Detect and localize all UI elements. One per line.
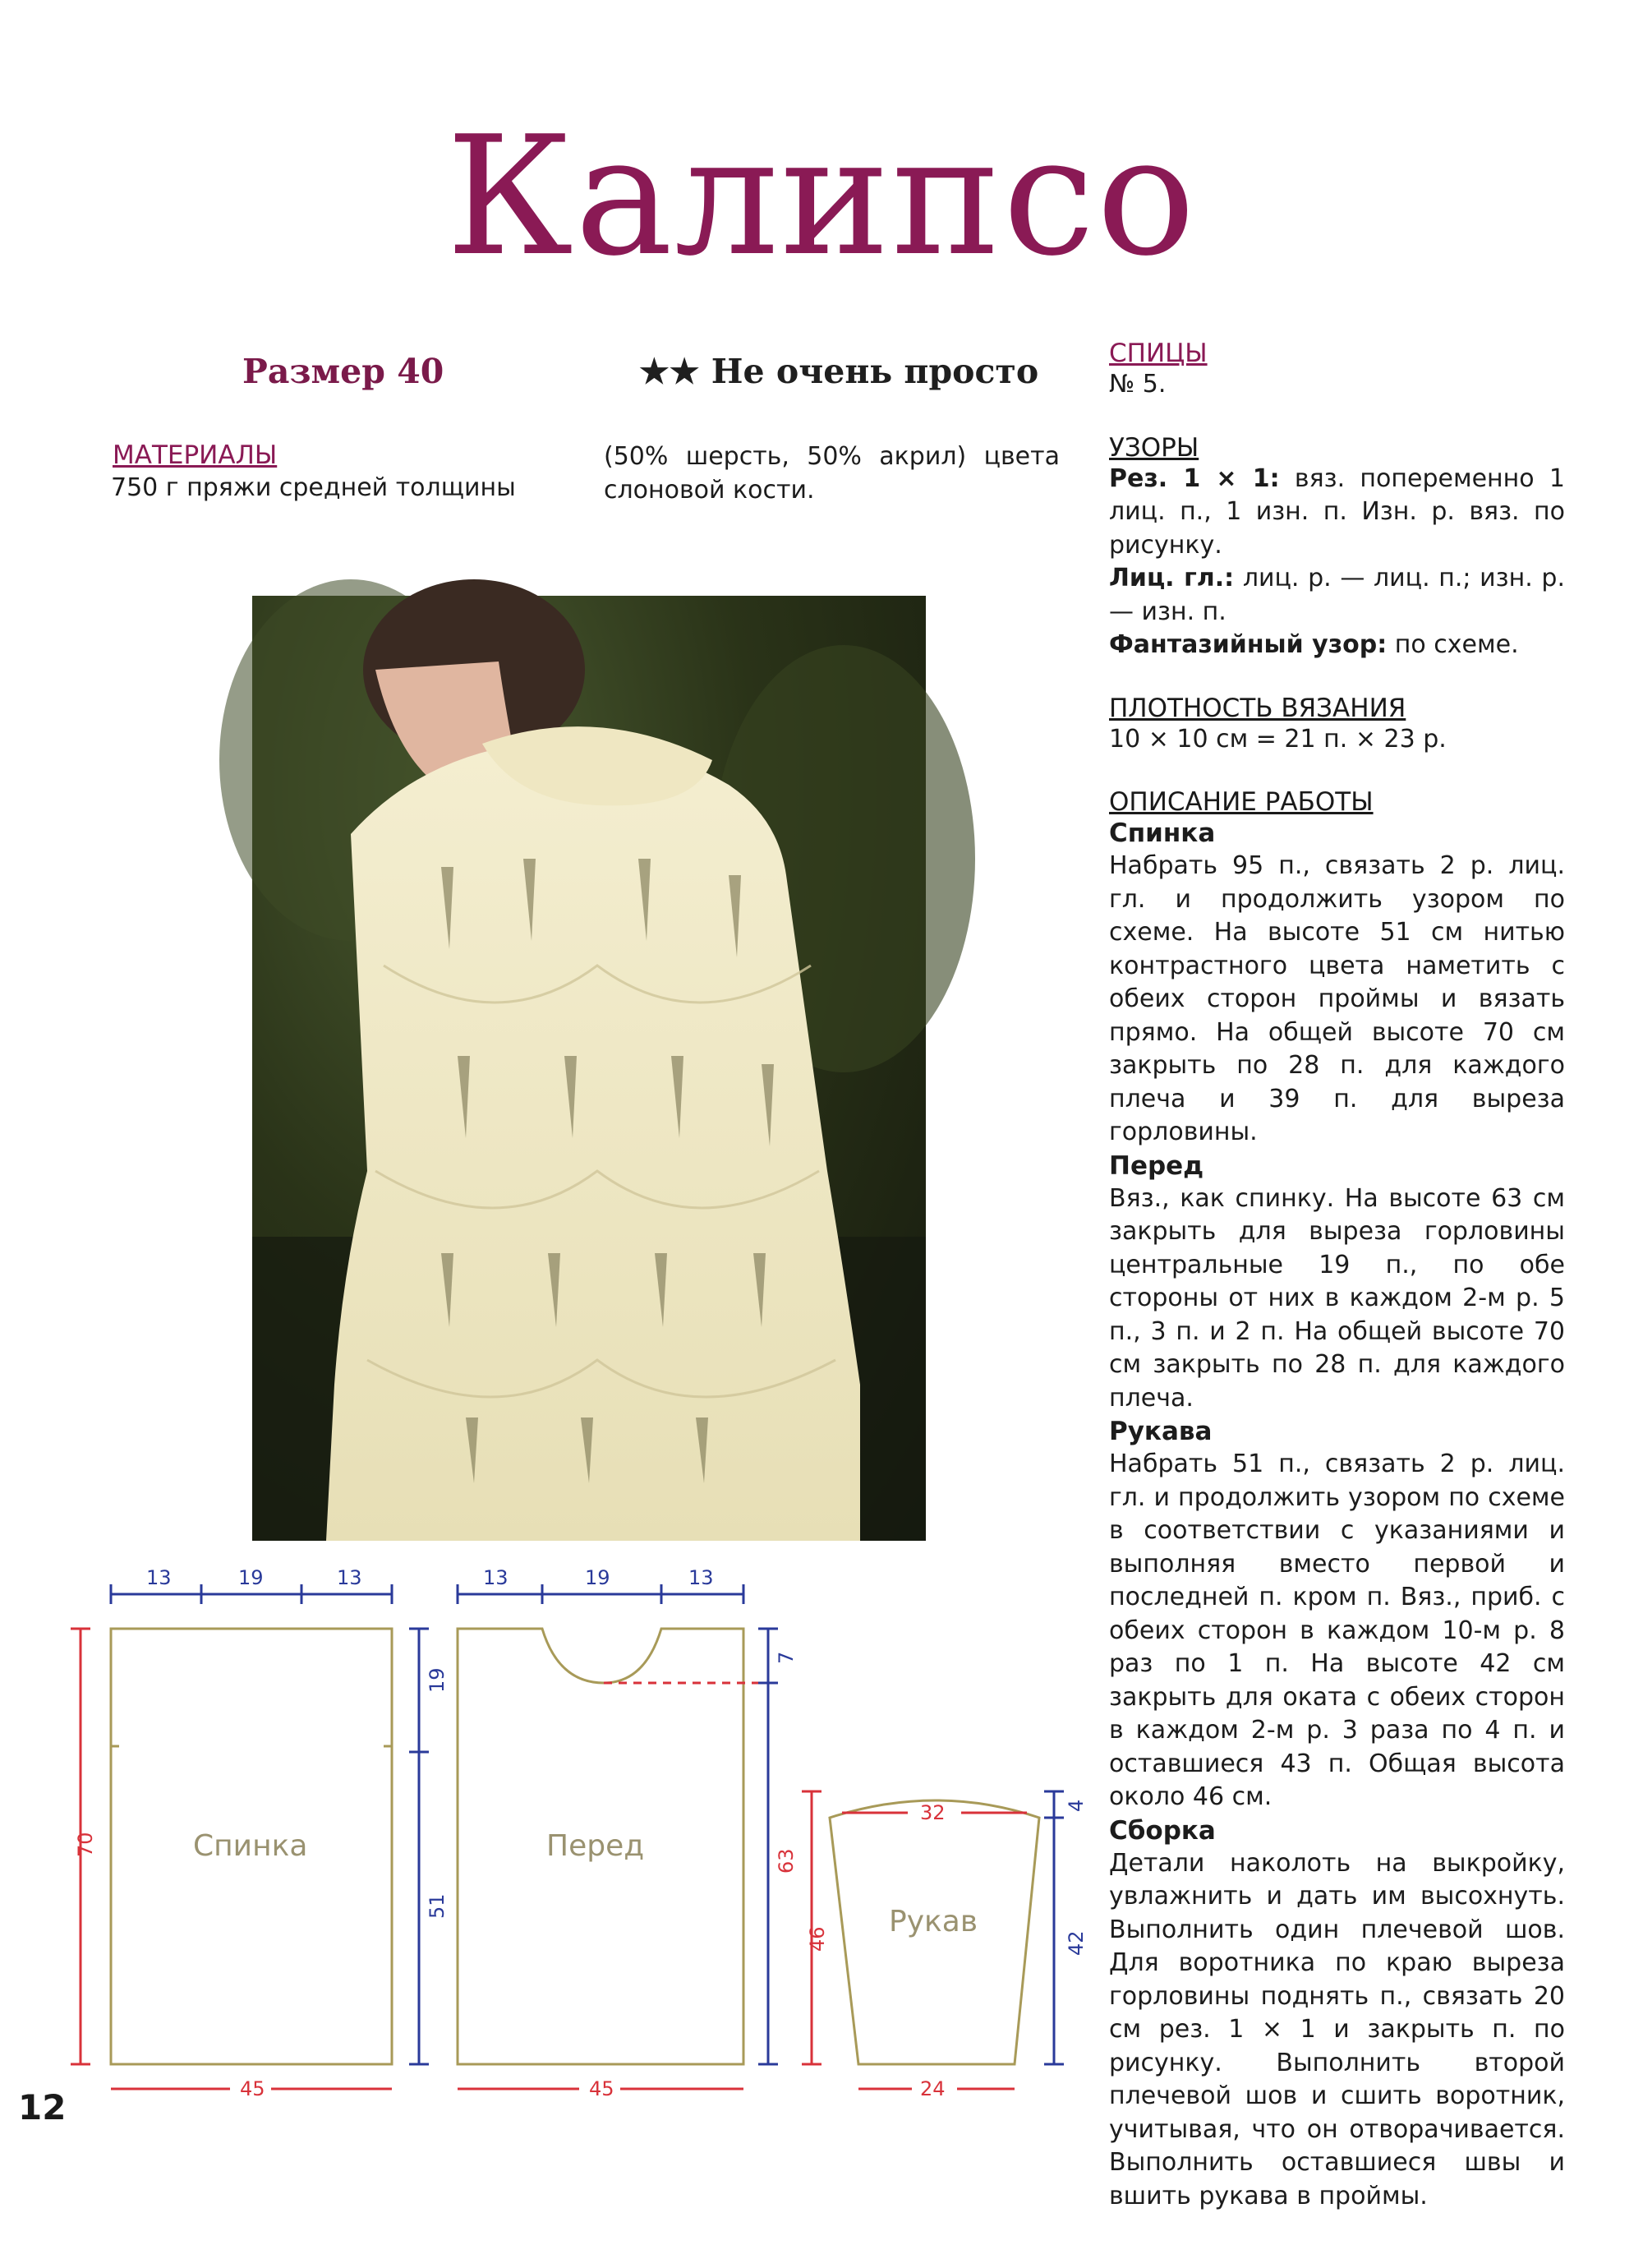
dim-sleeve-top: 32 xyxy=(920,1801,946,1824)
gauge-text: 10 × 10 см = 21 п. × 23 р. xyxy=(1109,724,1447,754)
needles-text: № 5. xyxy=(1109,370,1167,399)
sleeves-instructions: Набрать 51 п., связать 2 р. лиц. гл. и продолжить узором по схеме в соответствии с указаниями и выполняя вместо первой и последней п. кром п. Вяз., приб. с обеих сторон в каждом 10-м р. 8 раз по 1 п. На высоте 42 см закрыть для оката с обеих сторон в каждом 2-м р. 3 раза по 4 п. и оставшиеся 43 п. Общая высота около 46 см. xyxy=(1109,1450,1565,1811)
dim-sleeve-cap: 4 xyxy=(1065,1799,1088,1812)
dim-sleeve-total: 46 xyxy=(806,1926,829,1952)
page-title: Калипсо xyxy=(445,101,1198,293)
assembly-subheading: Сборка xyxy=(1109,1815,1216,1846)
front-instructions: Вяз., как спинку. На высоте 63 см закрыть для выреза горловины центральные 19 п., по обе стороны от них в каждом 2-м р. 5 п., 3 п. и 2 п. На общей высоте 70 см закрыть по 28 п. для каждого плеча. xyxy=(1109,1183,1565,1413)
needles-heading: СПИЦЫ xyxy=(1109,339,1208,368)
dim-front-lower: 51 xyxy=(426,1893,449,1919)
size-label: Размер 40 xyxy=(242,352,444,391)
dim-front-top-3: 13 xyxy=(688,1566,714,1589)
pattern-item-fancy: Фантазийный узор: по схеме. xyxy=(1109,630,1519,659)
back-instructions: Набрать 95 п., связать 2 р. лиц. гл. и продолжить узором по схеме. На высоте 51 см нитью контрастного цвета наметить с обеих сторон проймы и вязать прямо. На общей высоте 70 см закрыть по 28 п. для каждого плеча и 39 п. для выреза горловины. xyxy=(1109,851,1565,1146)
page-number: 12 xyxy=(18,2087,67,2127)
dim-back-top-1: 13 xyxy=(146,1566,172,1589)
dim-front-width: 45 xyxy=(589,2077,614,2100)
dim-front-top-2: 19 xyxy=(585,1566,610,1589)
dim-back-top-2: 19 xyxy=(238,1566,264,1589)
gauge-heading: ПЛОТНОСТЬ ВЯЗАНИЯ xyxy=(1109,693,1406,723)
dim-sleeve-length: 42 xyxy=(1065,1930,1088,1956)
dim-front-armhole: 19 xyxy=(426,1667,449,1693)
description-heading: ОПИСАНИЕ РАБОТЫ xyxy=(1109,787,1374,817)
dim-front-top-1: 13 xyxy=(483,1566,509,1589)
dim-back-top-3: 13 xyxy=(337,1566,362,1589)
pattern-item-stockinette: Лиц. гл.: лиц. р. — лиц. п.; изн. р. — изн. п. xyxy=(1109,564,1565,626)
patterns-heading: УЗОРЫ xyxy=(1109,432,1199,463)
pattern-schematic xyxy=(0,1545,1093,2100)
assembly-instructions: Детали наколоть на выкройку, увлажнить и дать им высохнуть. Выполнить один плечевой шов. Для воротника по краю выреза горловины поднять п., связать 20 см рез. 1 × 1 и закрыть п. по рисунку. Выполнить второй плечевой шов и сшить воротник, учитывая, что он отворачивается. Выполнить оставшиеся швы и вшить рукава в проймы. xyxy=(1109,1848,1565,2210)
sleeves-subheading: Рукава xyxy=(1109,1417,1213,1446)
dim-front-total: 63 xyxy=(775,1848,798,1874)
dim-back-height: 70 xyxy=(74,1832,97,1857)
difficulty-label: ★★ Не очень просто xyxy=(639,352,1039,391)
front-subheading: Перед xyxy=(1109,1150,1204,1181)
dim-sleeve-bottom: 24 xyxy=(920,2077,946,2100)
right-column xyxy=(1109,339,1565,2213)
dim-front-neck: 7 xyxy=(775,1651,798,1664)
back-piece-label: Спинка xyxy=(193,1829,308,1863)
sleeve-piece-label: Рукав xyxy=(889,1905,978,1938)
sweater-photo xyxy=(252,596,926,1541)
materials-text-right: (50% шерсть, 50% акрил) цвета слоновой кости. xyxy=(604,442,1060,505)
materials-heading: МАТЕРИАЛЫ xyxy=(113,440,278,470)
front-piece-label: Перед xyxy=(546,1829,645,1863)
materials-text-left: 750 г пряжи средней толщины xyxy=(111,473,516,502)
back-subheading: Спинка xyxy=(1109,818,1216,848)
dim-back-width: 45 xyxy=(240,2077,265,2100)
pattern-item-rib: Рез. 1 × 1: вяз. попеременно 1 лиц. п., 1 изн. п. Изн. р. вяз. по рисунку. xyxy=(1109,463,1565,560)
